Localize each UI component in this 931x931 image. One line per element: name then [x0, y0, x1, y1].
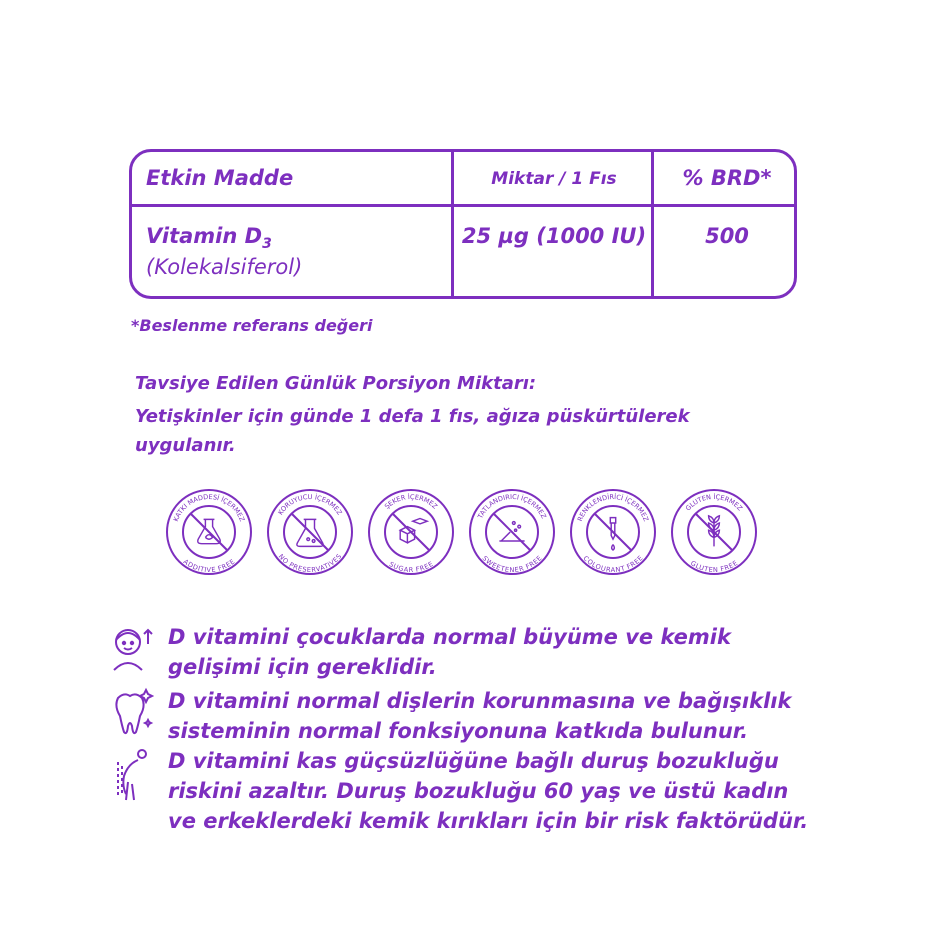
badge-bottom-label: ADDITIVE FREE: [181, 557, 237, 574]
header-divider: [132, 204, 794, 207]
wheat-icon: [709, 516, 720, 547]
tooth-icon: [108, 684, 154, 744]
badge-top-label: KORUYUCU İÇERMEZ: [276, 492, 344, 517]
badge-top-label: RENKLENDİRİCİ İÇERMEZ: [575, 492, 651, 523]
header-amount: Miktar / 1 Fıs: [491, 169, 617, 189]
header-ingredient: Etkin Madde: [146, 166, 294, 190]
free-from-badges: [165, 488, 765, 584]
footnote: *Beslenme referans değeri: [131, 316, 373, 335]
dosage-text: Yetişkinler için günde 1 defa 1 fıs, ağıza püskürtülerek uygulanır.: [135, 406, 690, 456]
ingredient-name: Vitamin $D_3$: [146, 224, 272, 253]
sugar-cubes-icon: [400, 519, 427, 543]
ingredient-alt-name: (Kolekalsiferol): [146, 255, 303, 279]
badge-bottom-label: COLOURANT FREE: [581, 554, 645, 574]
dropper-icon: [610, 518, 615, 550]
badge-colourant-free: [569, 488, 657, 576]
badge-no-preservatives: [266, 488, 354, 576]
ingredient-amount: 25 µg (1000 IU): [461, 224, 647, 248]
badge-top-label: GLUTEN İÇERMEZ: [684, 492, 744, 513]
badge-top-label: TATLANDIRICI İÇERMEZ: [476, 492, 548, 520]
posture-icon: [108, 746, 154, 806]
badge-top-label: KATKI MADDESİ İÇERMEZ: [171, 492, 247, 523]
badge-bottom-label: GLUTEN FREE: [689, 558, 739, 574]
badge-additive-free: [165, 488, 253, 576]
badge-top-label: ŞEKER İÇERMEZ: [383, 492, 439, 511]
badge-sweetener-free: [468, 488, 556, 576]
claim-posture: D vitamini kas güçsüzlüğüne bağlı duruş bozukluğu riskini azaltır. Duruş bozukluğu 60 yaş ve üstü kadın ve erkeklerdeki kemik kırıkları için bir risk faktörüdür.: [168, 749, 809, 833]
badge-sugar-free: [367, 488, 455, 576]
ingredient-brd: 500: [705, 224, 749, 248]
header-brd: % BRD*: [682, 166, 772, 190]
dosage-title: Tavsiye Edilen Günlük Porsiyon Miktarı:: [135, 373, 537, 394]
claim-teeth-immunity: D vitamini normal dişlerin korunmasına ve bağışıklık sisteminin normal fonksiyonuna katkıda bulunur.: [168, 689, 792, 743]
child-icon: [108, 620, 154, 680]
nutrition-table: [129, 149, 797, 299]
badge-gluten-free: [670, 488, 758, 576]
claim-growth: D vitamini çocuklarda normal büyüme ve kemik gelişimi için gereklidir.: [168, 625, 731, 679]
badge-bottom-label: NO PRESERVATIVES: [276, 552, 344, 574]
badge-bottom-label: SUGAR FREE: [387, 559, 435, 574]
badge-bottom-label: SWEETENER FREE: [480, 554, 544, 574]
